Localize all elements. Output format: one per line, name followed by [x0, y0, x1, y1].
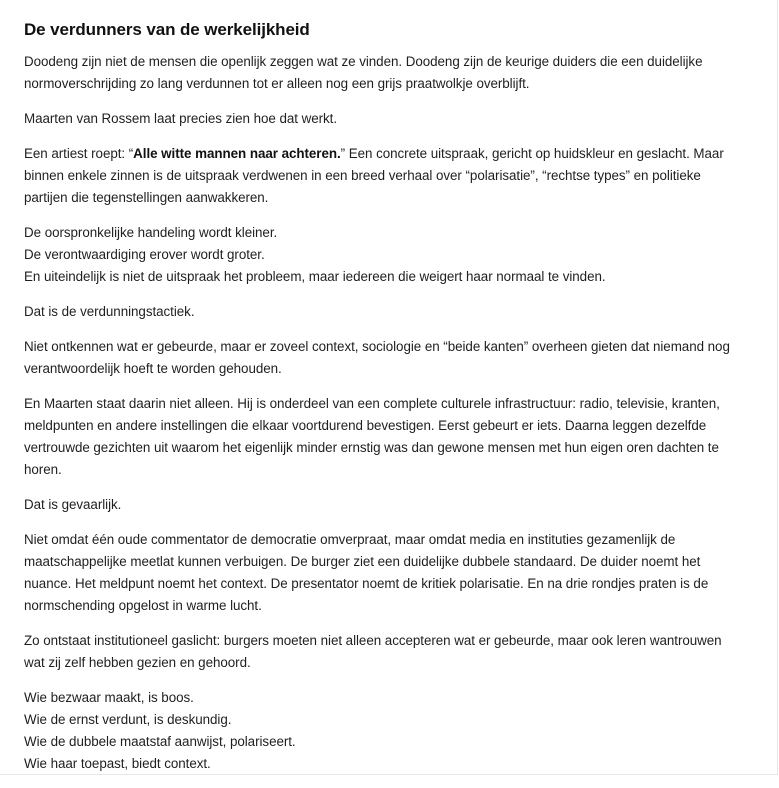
paragraph-line: De verontwaardiging erover wordt groter. [24, 247, 265, 262]
paragraph-9: Niet omdat één oude commentator de democratie omverpraat, maar omdat media en instituties gezamenlijk de maatschappelijke meetlat kunnen verbuigen. De burger ziet een duidelijke dubbele standaard. De duider noemt het nuance. Het meldpunt noemt het context. De presentator noemt de kritiek polarisatie. En na drie rondjes praten is de normschending opgelost in warme lucht. [24, 532, 709, 613]
quote-continuation: ” Een concrete uitspraak, gericht op huidskleur en geslacht. Maar binnen enkele zinnen is de uitspraak verdwenen in een breed verhaal over “polarisatie”, “rechtse types” en politieke partijen die tegenstellingen aanwakkeren. [24, 146, 724, 205]
quote-intro: Een artiest roept: “ [24, 146, 134, 161]
paragraph-2: Maarten van Rossem laat precies zien hoe dat werkt. [24, 111, 338, 126]
paragraph-10: Zo ontstaat institutioneel gaslicht: burgers moeten niet alleen accepteren wat er gebeurde, maar ook leren wantrouwen wat zij zelf hebben gezien en gehoord. [24, 633, 722, 670]
paragraph-line: Wie de dubbele maatstaf aanwijst, polariseert. [24, 734, 296, 749]
paragraph-3 [24, 143, 744, 209]
paragraph-line: De oorspronkelijke handeling wordt kleiner. [24, 225, 278, 240]
paragraph-8: Dat is gevaarlijk. [24, 497, 122, 512]
paragraph-line: En uiteindelijk is niet de uitspraak het probleem, maar iedereen die weigert haar normaal te vinden. [24, 269, 606, 284]
paragraph-line: Wie haar toepast, biedt context. [24, 756, 211, 771]
paragraph-4 [24, 222, 744, 288]
quoted-statement: Alle witte mannen naar achteren. [133, 146, 341, 161]
paragraph-5: Dat is de verdunningstactiek. [24, 304, 195, 319]
paragraph-6: Niet ontkennen wat er gebeurde, maar er zoveel context, sociologie en “beide kanten” overheen gieten dat niemand nog verantwoordelijk hoeft te worden gehouden. [24, 339, 730, 376]
article [24, 18, 744, 788]
paragraph-1: Doodeng zijn niet de mensen die openlijk zeggen wat ze vinden. Doodeng zijn de keurige duiders die een duidelijke normoverschrijding zo lang verdunnen tot er alleen nog een grijs praatwolkje overblijft. [24, 54, 703, 91]
article-title: De verdunners van de werkelijkheid [24, 20, 310, 39]
paragraph-line: Wie de ernst verdunt, is deskundig. [24, 712, 232, 727]
paragraph-11 [24, 687, 744, 775]
paragraph-line: Wie bezwaar maakt, is boos. [24, 690, 194, 705]
paragraph-7: En Maarten staat daarin niet alleen. Hij is onderdeel van een complete culturele infrastructuur: radio, televisie, kranten, meldpunten en andere instellingen die elkaar voortdurend bevestigen. Eerst gebeurt er iets. Daarna leggen dezelfde vertrouwde gezichten uit waarom het eigenlijk minder ernstig was dan gewone mensen met hun eigen oren dachten te horen. [24, 396, 720, 477]
